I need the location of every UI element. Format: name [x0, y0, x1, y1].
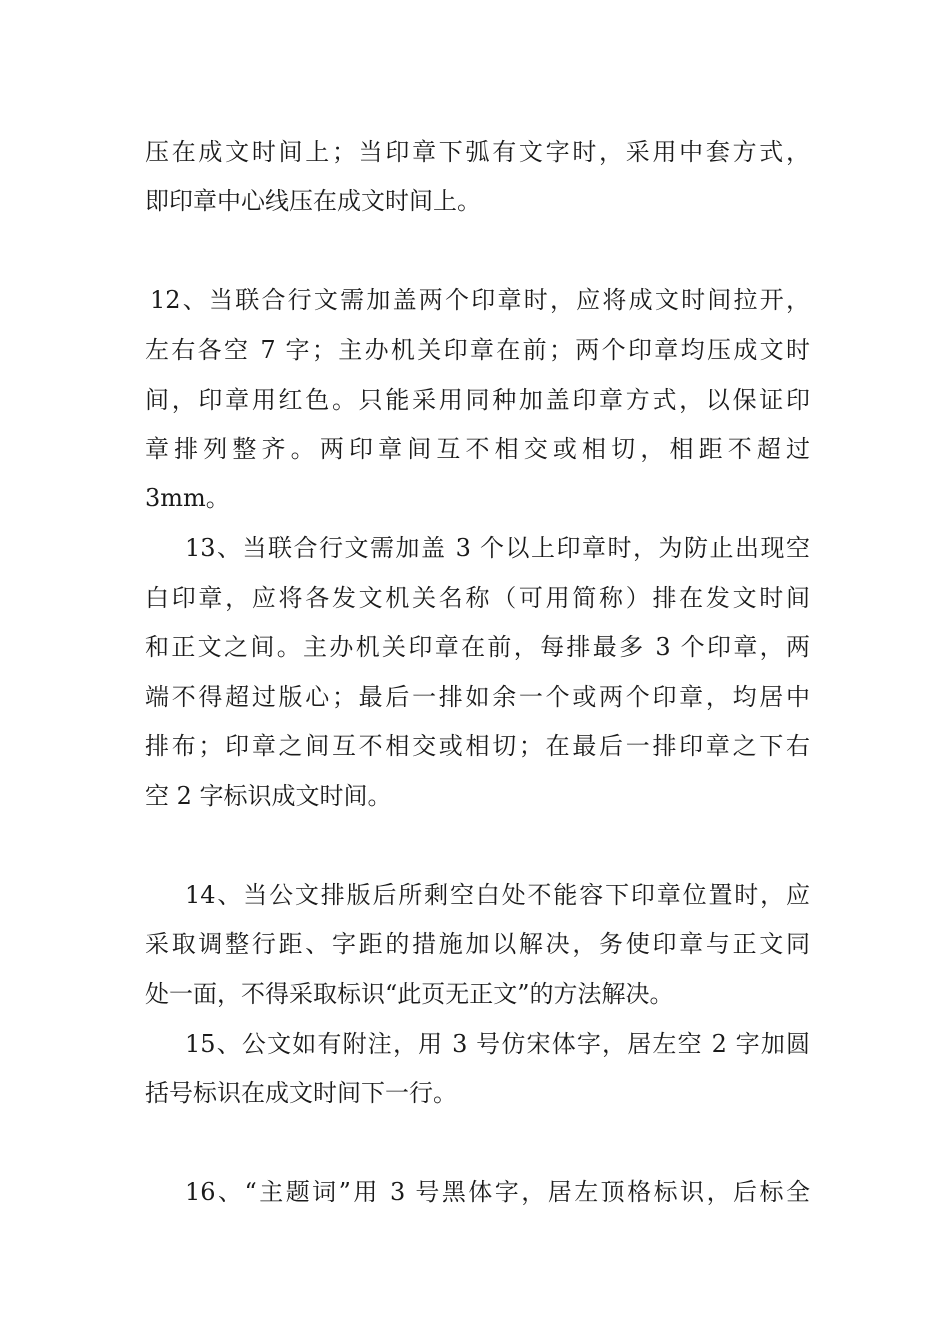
text-line: 3mm。 — [145, 484, 230, 512]
text-line: 16、“主题词”用 3 号黑体字，居左顶格标识，后标全 — [185, 1178, 810, 1206]
text-line: 14、当公文排版后所剩空白处不能容下印章位置时，应 — [185, 881, 810, 909]
text-line: 章排列整齐。两印章间互不相交或相切，相距不超过 — [145, 435, 810, 463]
text-line: 端不得超过版心；最后一排如余一个或两个印章，均居中 — [145, 683, 810, 711]
text-line: 即印章中心线压在成文时间上。 — [145, 187, 481, 215]
text-line: 间，印章用红色。只能采用同种加盖印章方式，以保证印 — [145, 386, 810, 414]
text-line: 括号标识在成文时间下一行。 — [145, 1079, 457, 1107]
text-line: 15、公文如有附注，用 3 号仿宋体字，居左空 2 字加圆 — [185, 1030, 810, 1058]
text-line: 压在成文时间上；当印章下弧有文字时，采用中套方式， — [145, 138, 810, 166]
text-line: 空 2 字标识成文时间。 — [145, 782, 392, 810]
text-line: 13、当联合行文需加盖 3 个以上印章时，为防止出现空 — [185, 534, 810, 562]
text-line: 左右各空 7 字；主办机关印章在前；两个印章均压成文时 — [145, 336, 810, 364]
text-line: 处一面，不得采取标识“此页无正文”的方法解决。 — [145, 980, 674, 1008]
text-line: 白印章，应将各发文机关名称（可用简称）排在发文时间 — [145, 584, 810, 612]
text-line: 和正文之间。主办机关印章在前，每排最多 3 个印章，两 — [145, 633, 810, 661]
text-line: 排布；印章之间互不相交或相切；在最后一排印章之下右 — [145, 732, 810, 760]
text-line: 12、当联合行文需加盖两个印章时，应将成文时间拉开， — [150, 286, 810, 314]
text-line: 采取调整行距、字距的措施加以解决，务使印章与正文同 — [145, 930, 810, 958]
